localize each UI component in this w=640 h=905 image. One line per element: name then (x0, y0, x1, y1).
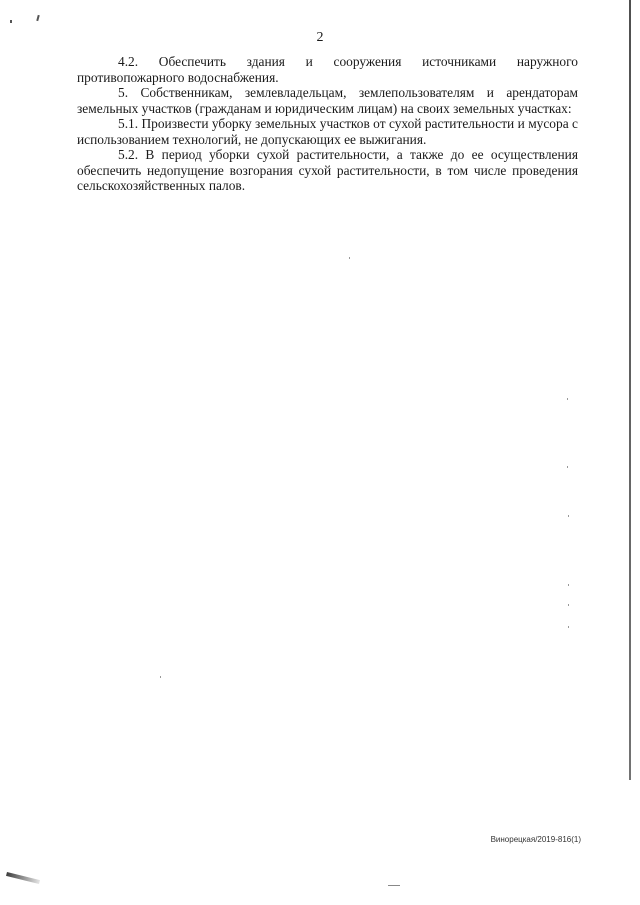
scan-speck (568, 604, 569, 606)
scan-artifact (388, 885, 400, 886)
scan-artifact (10, 20, 12, 23)
paragraph-5-2: 5.2. В период уборки сухой растительности, а также до ее осуществления обеспечить недопущение возгорания сухой растительности, в том числе проведения сельскохозяйственных палов. (77, 147, 578, 193)
page-number: 2 (316, 30, 324, 45)
paragraph-4-2: 4.2. Обеспечить здания и сооружения источниками наружного противопожарного водоснабжения. (77, 54, 578, 85)
document-code: Винорецкая/2019-816(1) (490, 835, 581, 844)
scan-speck (568, 626, 569, 628)
scan-speck (567, 466, 568, 468)
document-body (77, 54, 578, 194)
scan-artifact (6, 872, 40, 884)
scan-speck (568, 515, 569, 517)
scan-edge-shadow (629, 0, 631, 780)
scan-artifact (36, 15, 39, 21)
scan-speck (349, 257, 350, 259)
scan-speck (568, 584, 569, 586)
scan-speck (567, 398, 568, 400)
paragraph-5: 5. Собственникам, землевладельцам, землепользователям и арендаторам земельных участков (гражданам и юридическим лицам) на своих земельных участках: (77, 85, 578, 116)
scan-speck (160, 676, 161, 678)
paragraph-5-1: 5.1. Произвести уборку земельных участков от сухой растительности и мусора с использованием технологий, не допускающих ее выжигания. (77, 116, 578, 147)
